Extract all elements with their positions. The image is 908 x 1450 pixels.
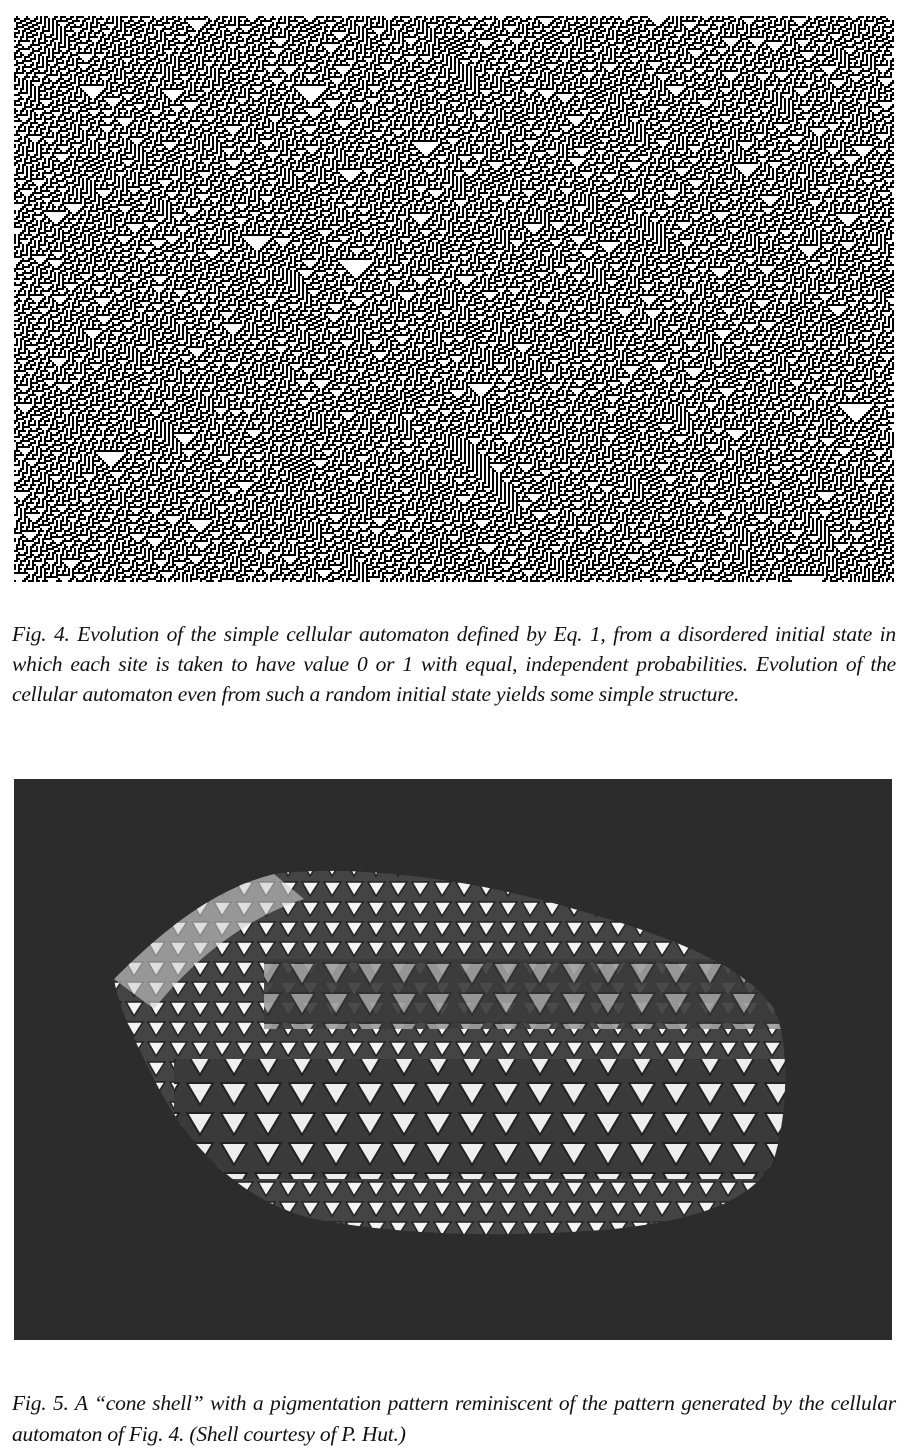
figure-5-caption bbox=[12, 1388, 896, 1450]
figure-4-caption bbox=[12, 619, 896, 709]
cellular-automaton-image bbox=[14, 16, 894, 582]
figure-5-label: Fig. 5. bbox=[12, 1390, 69, 1415]
figure-4-caption-text: Evolution of the simple cellular automaton defined by Eq. 1, from a disordered initial state in which each site is taken to have value 0 or 1 with equal, independent probabilities. Evolution of the cellular automaton even from such a random initial state yields some simple structure. bbox=[12, 621, 896, 706]
figure-4-label: Fig. 4. bbox=[12, 621, 70, 646]
figure-5-caption-text: A “cone shell” with a pigmentation pattern reminiscent of the pattern generated by the cellular automaton of Fig. 4. (Shell courtesy of P. Hut.) bbox=[12, 1390, 896, 1446]
figure-4-cellular-automaton bbox=[14, 16, 894, 582]
figure-5-cone-shell-photo bbox=[14, 779, 892, 1340]
cone-shell-image bbox=[14, 779, 892, 1340]
